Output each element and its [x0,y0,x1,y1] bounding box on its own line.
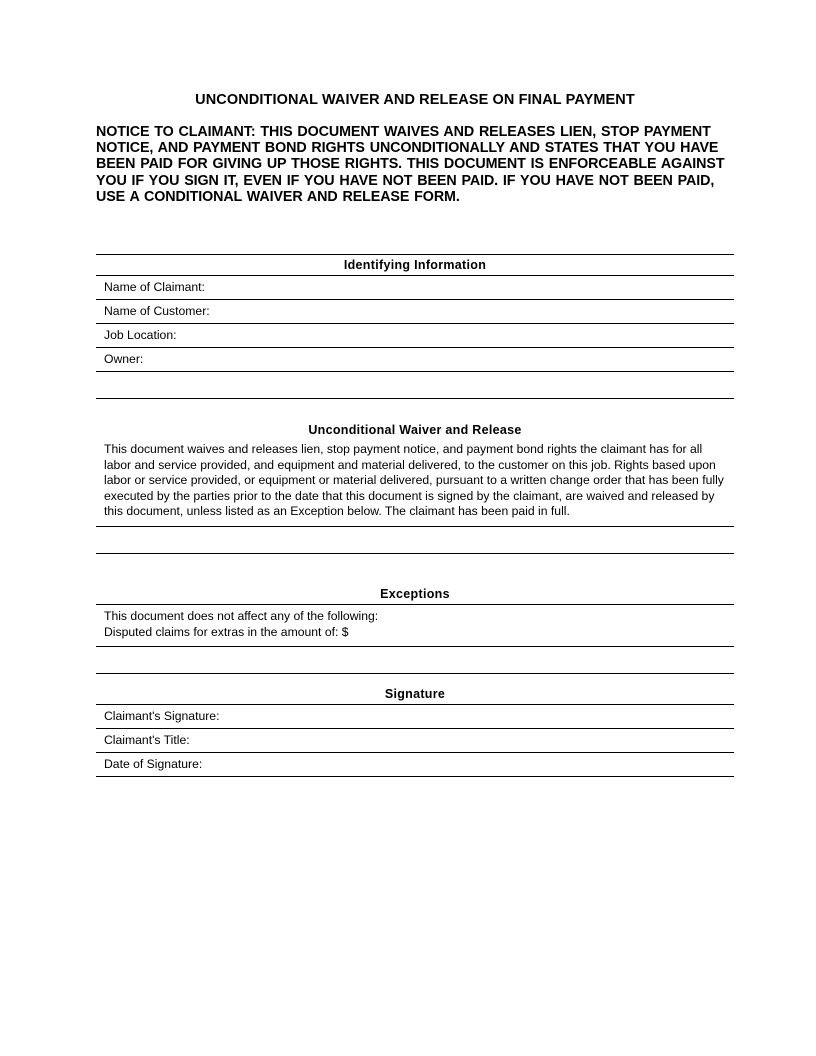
field-name-of-customer[interactable]: Name of Customer: [104,304,210,318]
field-claimant-title[interactable]: Claimant's Title: [104,733,190,747]
notice-to-claimant: NOTICE TO CLAIMANT: THIS DOCUMENT WAIVES AND RELEASES LIEN, STOP PAYMENT NOTICE, AND PAYMENT BOND RIGHTS UNCONDITIONALLY AND STATES THAT YOU HAVE BEEN PAID FOR GIVING UP THOSE RIGHTS. THIS DOCUMENT IS ENFORCEABLE AGAINST YOU IF YOU SIGN IT, EVEN IF YOU HAVE NOT BEEN PAID. IF YOU HAVE NOT BEEN PAID, USE A CONDITIONAL WAIVER AND RELEASE FORM. [96,124,725,205]
field-date-of-signature[interactable]: Date of Signature: [104,757,203,771]
divider [96,553,734,554]
section-spacer [96,527,734,553]
exceptions-heading: Exceptions [380,587,450,601]
divider [96,673,734,674]
exceptions-line-2[interactable]: Disputed claims for extras in the amount of: $ [104,624,349,639]
unconditional-waiver-heading: Unconditional Waiver and Release [308,423,522,437]
identifying-information-heading: Identifying Information [343,258,487,272]
field-claimant-signature[interactable]: Claimant's Signature: [104,709,220,723]
unconditional-waiver-section [96,420,734,554]
exceptions-body [96,605,734,646]
field-name-of-claimant[interactable]: Name of Claimant: [104,280,205,294]
section-spacer [96,647,734,673]
field-job-location[interactable]: Job Location: [104,328,177,342]
unconditional-waiver-body: This document waives and releases lien, stop payment notice, and payment bond rights the claimant has for all labor and service provided, and equipment and material delivered, to the customer on this job. Rights based upon labor or service provided, or equipment or material delivered, pursuant to a written change order that has been fully executed by the parties prior to the date that this document is signed by the claimant, are waived and released by this document, unless listed as an Exception below. The claimant has been paid in full. [104,442,724,519]
divider [96,398,734,399]
signature-heading: Signature [384,687,446,701]
exceptions-section [96,584,734,674]
exceptions-line-1: This document does not affect any of the following: [104,609,379,623]
field-owner[interactable]: Owner: [104,352,144,366]
page-title: UNCONDITIONAL WAIVER AND RELEASE ON FINAL PAYMENT [195,92,635,108]
divider [96,776,734,777]
signature-section [96,684,734,777]
identifying-information-section [96,254,734,399]
section-spacer [96,372,734,398]
